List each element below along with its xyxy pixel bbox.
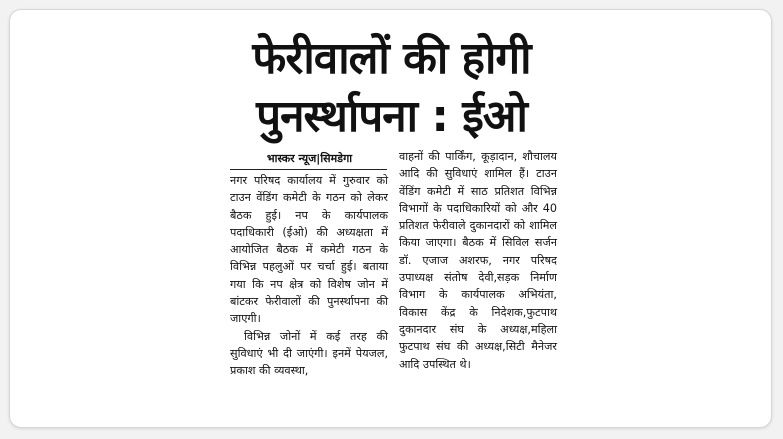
column-1-paragraph-1: नगर परिषद कार्यालय में गुरुवार को टाउन वेंडिंग कमेटी के गठन को लेकर बैठक हुई। नप के कार्यपालक पदाधिकारी (ईओ) की अध्यक्षता में आयोजित बैठक में कमेटी गठन के विभिन्न पहलुओं पर चर्चा हुई। बताया गया कि नप क्षेत्र को विशेष जोन में बांटकर फेरीवालों की पुनर्स्थापना की जाएगी। (230, 174, 388, 326)
article-column-2 (399, 148, 557, 373)
headline-line-2: पुनर्स्थापना : ईओ (256, 91, 527, 142)
byline-rule (230, 169, 387, 170)
article-column-1 (230, 172, 388, 380)
headline (0, 30, 783, 146)
byline: भास्कर न्यूज|सिमडेगा (266, 152, 353, 165)
column-1-paragraph-2: विभिन्न जोनों में कई तरह की सुविधाएं भी दी जाएंगी। इनमें पेयजल, प्रकाश की व्यवस्था, (230, 329, 388, 378)
column-2-paragraph-1: वाहनों की पार्किंग, कूड़ादान, शौचालय आदि की सुविधाएं शामिल हैं। टाउन वेंडिंग कमेटी में साठ प्रतिशत विभिन्न विभागों के पदाधिकारियों को और 40 प्रतिशत फेरीवाले दुकानदारों को शामिल किया जाएगा। बैठक में सिविल सर्जन डॉ. एजाज अशरफ, नगर परिषद उपाध्यक्ष संतोष देवी,सड़क निर्माण विभाग के कार्यपालक अभियंता, विकास केंद्र के निदेशक,फुटपाथ दुकानदार संघ के अध्यक्ष,महिला फुटपाथ संघ की अध्यक्ष,सिटी मैनेजर आदि उपस्थित थे। (399, 150, 557, 371)
headline-line-1: फेरीवालों की होगी (252, 33, 531, 84)
